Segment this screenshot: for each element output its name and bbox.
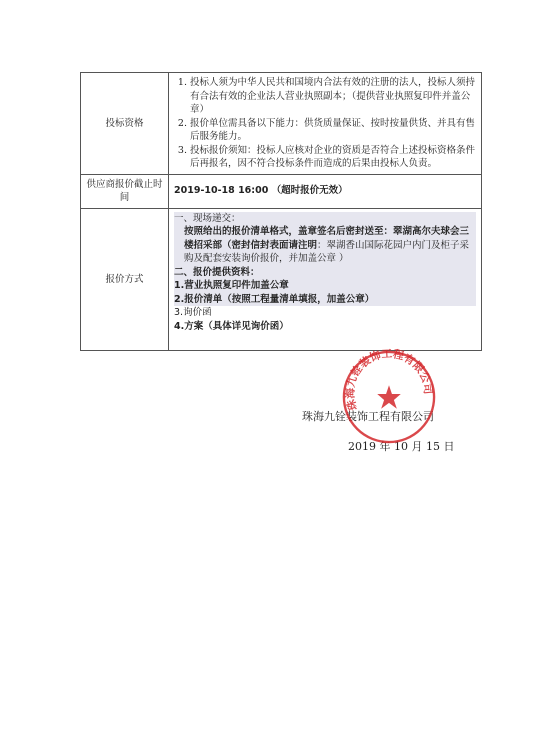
table-row: [81, 174, 482, 208]
table-row: [81, 73, 482, 175]
seal-text: 珠海九铨装饰工程有限公司: [343, 348, 435, 413]
section1-title: 一、现场递交：: [174, 212, 476, 226]
qualification-list: [174, 76, 476, 171]
qualification-item: 1. 投标人须为中华人民共和国境内合法有效的注册的法人，投标人须持有合法有效的企业法人营业执照副本；（提供营业执照复印件并盖公章）: [190, 76, 476, 117]
qualification-item: 3. 投标报价须知：投标人应核对企业的资质是否符合上述投标资格条件后再报名，因不符合投标条件而造成的后果由投标人负责。: [190, 144, 476, 171]
company-seal-stamp: [340, 348, 438, 446]
table-row: [81, 208, 482, 351]
qualification-label: 投标资格: [81, 73, 169, 175]
section1-bold-text: 按照给出的报价清单格式，盖章签名后密封送至：翠湖高尔夫球会三楼招采部（密封信封表面请注明: [184, 226, 470, 251]
section2-title: 二、报价提供资料：: [174, 266, 476, 280]
section1-detail: [174, 225, 476, 266]
material-item: 2.报价清单（按照工程量清单填报，加盖公章）: [174, 293, 476, 307]
quote-method-content: [169, 208, 482, 351]
deadline-label: 供应商报价截止时间: [81, 174, 169, 208]
material-item: 4.方案（具体详见询价函）: [174, 320, 289, 332]
qualification-content: [169, 73, 482, 175]
company-name: 珠海九铨装饰工程有限公司: [302, 410, 434, 423]
qualification-item: 2. 报价单位需具备以下能力：供货质量保证、按时按量供货、并具有售后服务能力。: [190, 117, 476, 144]
signature-date: 2019 年 10 月 15 日: [348, 440, 455, 453]
tender-info-table: [80, 72, 482, 351]
quote-method-label: 报价方式: [81, 208, 169, 351]
deadline-value: 2019-10-18 16:00 （超时报价无效）: [169, 174, 482, 208]
material-item: 1.营业执照复印件加盖公章: [174, 279, 476, 293]
material-item: 3.询价函: [174, 307, 212, 318]
section1-rest-text: ：翠湖香山国际花园户内门及柜子采购及配套安装询价报价，并加盖公章 ）: [184, 239, 470, 264]
spacer: [174, 333, 476, 347]
